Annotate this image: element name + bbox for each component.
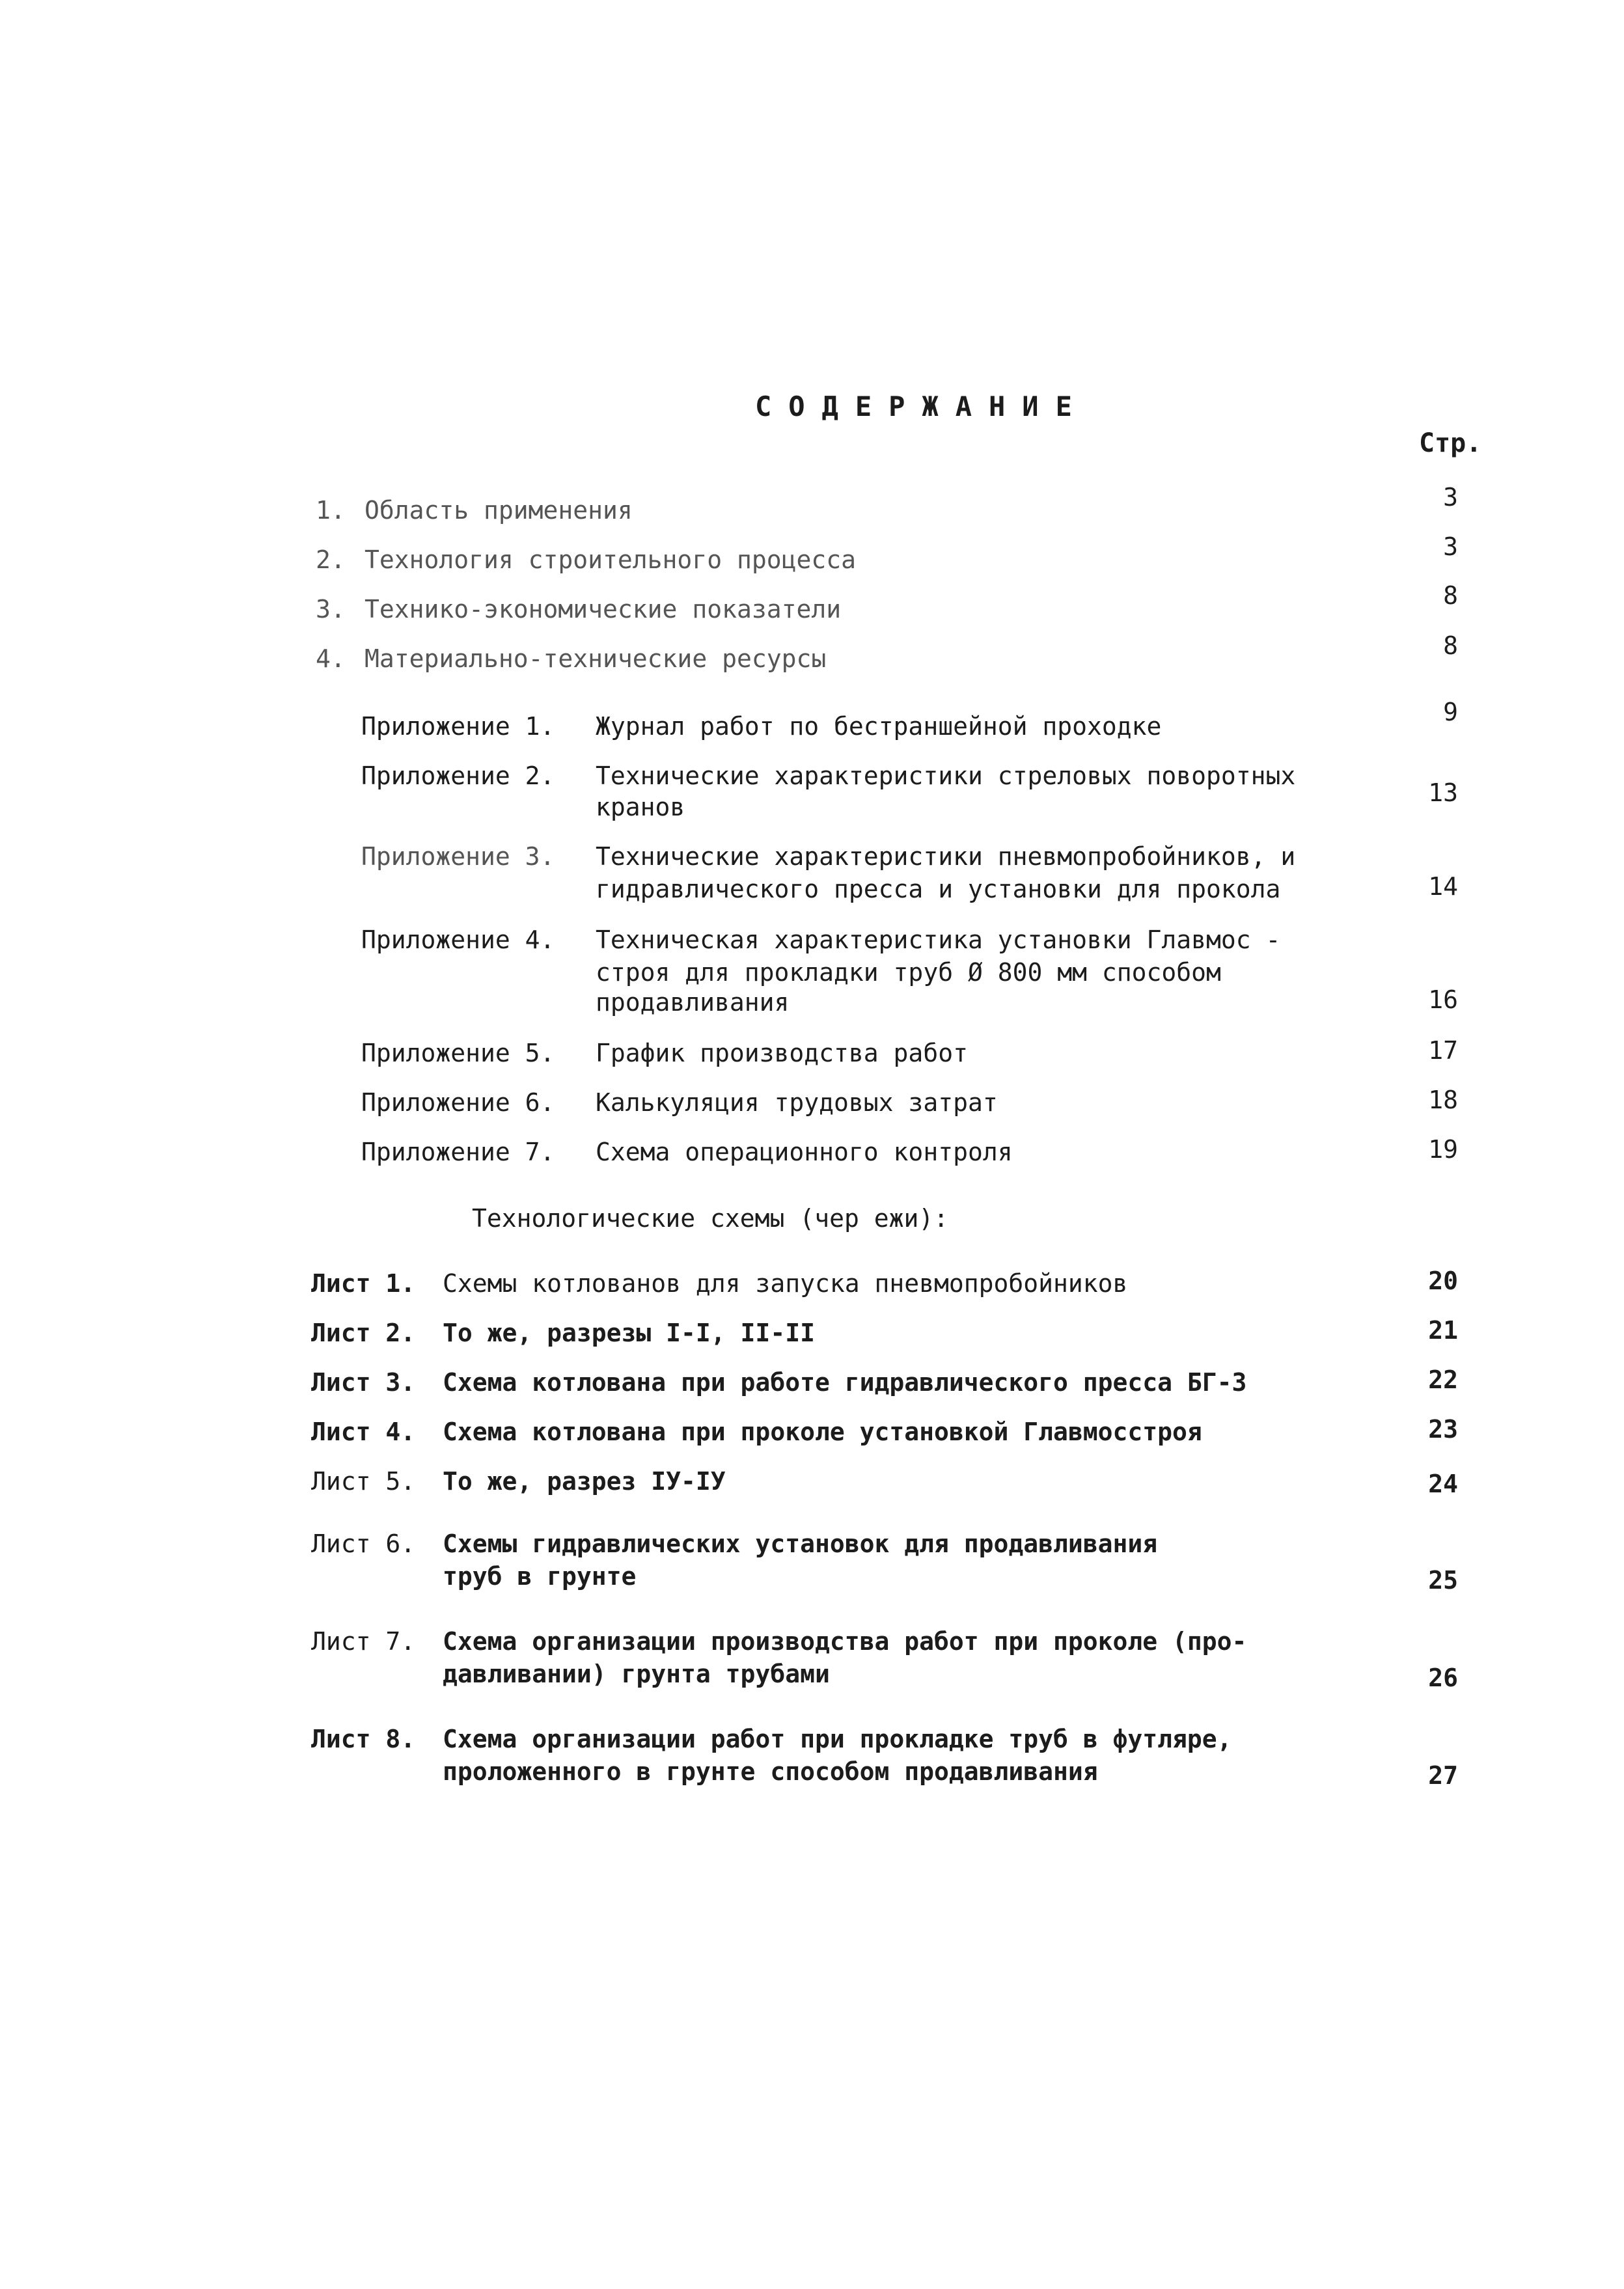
section-title: Технология строительного процесса [365, 545, 856, 574]
sheet-title: То же, разрез IУ-IУ [443, 1467, 726, 1496]
appendix-page: 17 [1428, 1036, 1458, 1065]
sheet-page: 27 [1428, 1761, 1458, 1790]
sheet-title: Схемы гидравлических установок для продавливания [443, 1529, 1158, 1558]
sheet-label: Лист 7. [311, 1627, 416, 1656]
page-title: СОДЕРЖАНИЕ [755, 391, 1089, 422]
section-page: 8 [1443, 581, 1458, 610]
sheet-label: Лист 5. [311, 1467, 416, 1496]
appendix-title: Журнал работ по бестраншейной проходке [596, 712, 1162, 741]
appendix-title: Схема операционного контроля [596, 1138, 1013, 1166]
appendix-title: Технические характеристики стреловых поворотных [596, 761, 1296, 790]
sheet-title-cont: проложенного в грунте способом продавливания [443, 1757, 1098, 1786]
appendix-title-cont: продавливания [596, 988, 790, 1017]
sheet-page: 23 [1428, 1415, 1458, 1444]
appendix-title: Технические характеристики пневмопробойников, и [596, 842, 1296, 871]
sheet-title: Схемы котлованов для запуска пневмопробойников [443, 1269, 1128, 1298]
sheet-page: 24 [1428, 1470, 1458, 1498]
section-title: Область применения [365, 496, 633, 525]
sheet-page: 26 [1428, 1664, 1458, 1692]
sheet-label: Лист 8. [311, 1725, 416, 1753]
appendix-page: 9 [1443, 698, 1458, 726]
appendix-page: 13 [1428, 778, 1458, 807]
appendix-label: Приложение 5. [361, 1039, 555, 1067]
section-page: 8 [1443, 631, 1458, 660]
section-number: 3. [316, 595, 346, 624]
section-title: Материально-технические ресурсы [365, 644, 827, 673]
sheet-title: Схема котлована при работе гидравлического пресса БГ-3 [443, 1368, 1247, 1397]
section-title: Технико-экономические показатели [365, 595, 842, 624]
appendix-label: Приложение 1. [361, 712, 555, 741]
sheet-page: 25 [1428, 1566, 1458, 1595]
sheet-title: Схема организации работ при прокладке труб в футляре, [443, 1725, 1232, 1753]
appendix-page: 18 [1428, 1086, 1458, 1114]
section-number: 2. [316, 545, 346, 574]
schemes-heading: Технологические схемы (чер ежи): [472, 1204, 949, 1233]
appendix-label: Приложение 4. [361, 925, 555, 954]
sheet-title: Схема организации производства работ при проколе (про- [443, 1627, 1247, 1656]
section-page: 3 [1443, 483, 1458, 512]
appendix-label: Приложение 6. [361, 1088, 555, 1117]
appendix-label: Приложение 3. [361, 842, 555, 871]
sheet-page: 20 [1428, 1267, 1458, 1295]
section-number: 1. [316, 496, 346, 525]
sheet-label: Лист 3. [311, 1368, 416, 1397]
appendix-label: Приложение 7. [361, 1138, 555, 1166]
sheet-label: Лист 1. [311, 1269, 416, 1298]
sheet-title: Схема котлована при проколе установкой Главмосстроя [443, 1418, 1202, 1446]
appendix-title-cont: кранов [596, 793, 685, 821]
appendix-title: График производства работ [596, 1039, 968, 1067]
appendix-title: Калькуляция трудовых затрат [596, 1088, 998, 1117]
section-number: 4. [316, 644, 346, 673]
sheet-label: Лист 6. [311, 1529, 416, 1558]
appendix-title-cont: гидравлического пресса и установки для прокола [596, 875, 1281, 903]
sheet-title-cont: давливании) грунта трубами [443, 1660, 830, 1688]
appendix-page: 14 [1428, 872, 1458, 901]
section-page: 3 [1443, 532, 1458, 561]
sheet-page: 21 [1428, 1316, 1458, 1345]
appendix-page: 16 [1428, 985, 1458, 1014]
sheet-label: Лист 2. [311, 1319, 416, 1347]
sheet-page: 22 [1428, 1365, 1458, 1394]
appendix-page: 19 [1428, 1135, 1458, 1164]
sheet-title: То же, разрезы I-I, II-II [443, 1319, 815, 1347]
page-column-header: Стр. [1419, 428, 1482, 458]
appendix-title-cont: строя для прокладки труб Ø 800 мм способом [596, 958, 1221, 987]
sheet-title-cont: труб в грунте [443, 1562, 637, 1591]
appendix-label: Приложение 2. [361, 761, 555, 790]
sheet-label: Лист 4. [311, 1418, 416, 1446]
appendix-title: Техническая характеристика установки Главмос - [596, 925, 1281, 954]
